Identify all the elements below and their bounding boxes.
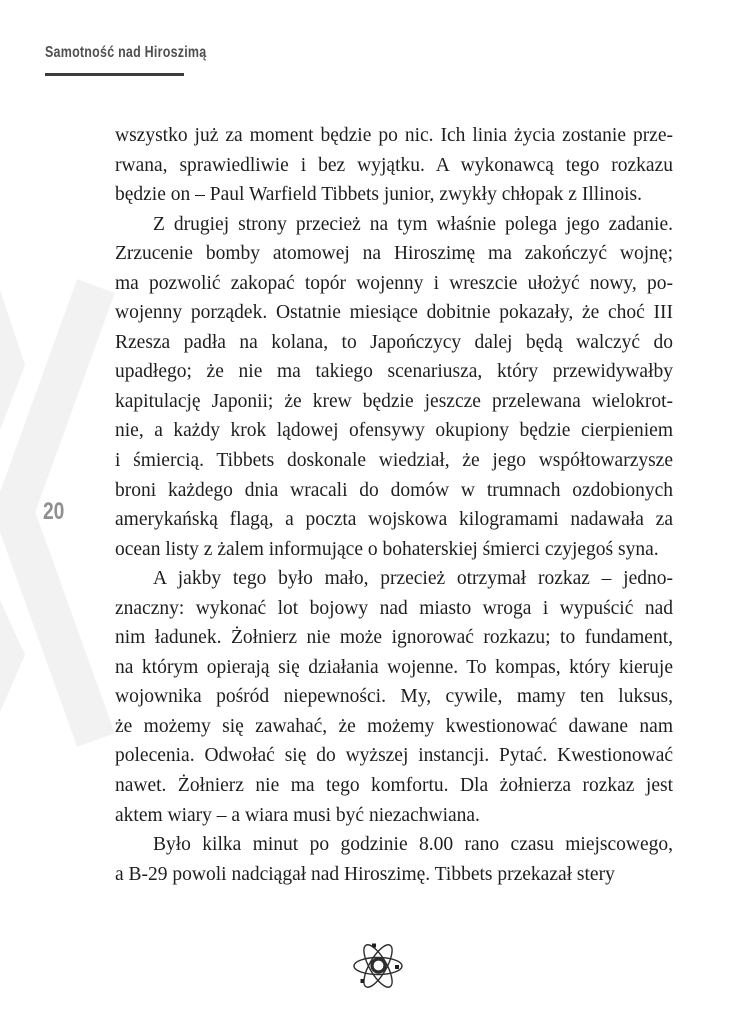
text-line: że możemy się zawahać, że możemy kwestionować dawane nam [115,715,673,737]
text-line: będzie on – Paul Warfield Tibbets junior, zwykły chłopak z Illinois. [115,184,642,206]
page-number: 20 [43,498,65,525]
text-line: Zrzucenie bomby atomowej na Hiroszimę ma zakończyć wojnę; [115,243,673,265]
text-line: wojenny porządek. Ostatnie miesiące dobitnie pokazały, że choć III [115,302,673,324]
text-line: ma pozwolić zakopać topór wojenny i wreszcie ułożyć nowy, po- [115,272,673,294]
text-line: znaczny: wykonać lot bojowy nad miasto wroga i wypuścić nad [115,597,673,619]
text-line: kapitulację Japonii; że krew będzie jeszcze przelewana wielokrot- [115,390,673,412]
text-line: wojownika pośród niepewności. My, cywile, mamy ten luksus, [115,686,673,708]
text-line: broni każdego dnia wracali do domów w trumnach ozdobionych [115,479,673,501]
text-line: polecenia. Odwołać się do wyższej instancji. Pytać. Kwestionować [115,745,673,767]
text-line: aktem wiary – a wiara musi być niezachwiana. [115,804,480,826]
text-line: amerykańską flagą, a poczta wojskowa kilogramami nadawała za [115,509,673,531]
body-text [115,121,673,889]
text-line: nie, a każdy krok lądowej ofensywy okupiony będzie cierpieniem [115,420,673,442]
text-line: Było kilka minut po godzinie 8.00 rano czasu miejscowego, [153,834,673,856]
running-header-title: Samotność nad Hiroszimą [45,44,207,61]
text-line: Z drugiej strony przecież na tym właśnie polega jego zadanie. [153,213,673,235]
text-line: na którym opierają się działania wojenne. To kompas, który kieruje [115,656,673,678]
text-line: upadłego; że nie ma takiego scenariusza, który przewidywałby [115,361,673,383]
text-line: rwana, sprawiedliwie i bez wyjątku. A wykonawcą tego rozkazu [115,154,673,176]
text-line: Rzesza padła na kolana, to Japończycy dalej będą walczyć do [115,331,673,353]
text-line: A jakby tego było mało, przecież otrzymał rozkaz – jedno- [153,568,673,590]
text-line: wszystko już za moment będzie po nic. Ich linia życia zostanie prze- [115,125,673,146]
text-line: a B-29 powoli nadciągał nad Hiroszimę. Tibbets przekazał stery [115,863,615,885]
text-line: ocean listy z żalem informujące o bohaterskiej śmierci czyjegoś syna. [115,538,659,560]
header-rule [45,73,184,76]
text-line: nawet. Żołnierz nie ma tego komfortu. Dla żołnierza rozkaz jest [115,775,673,797]
text-line: nim ładunek. Żołnierz nie może ignorować rozkazu; to fundament, [115,627,673,649]
atom-icon [351,939,407,993]
text-line: i śmiercią. Tibbets doskonale wiedział, że jego współtowarzysze [115,450,673,472]
